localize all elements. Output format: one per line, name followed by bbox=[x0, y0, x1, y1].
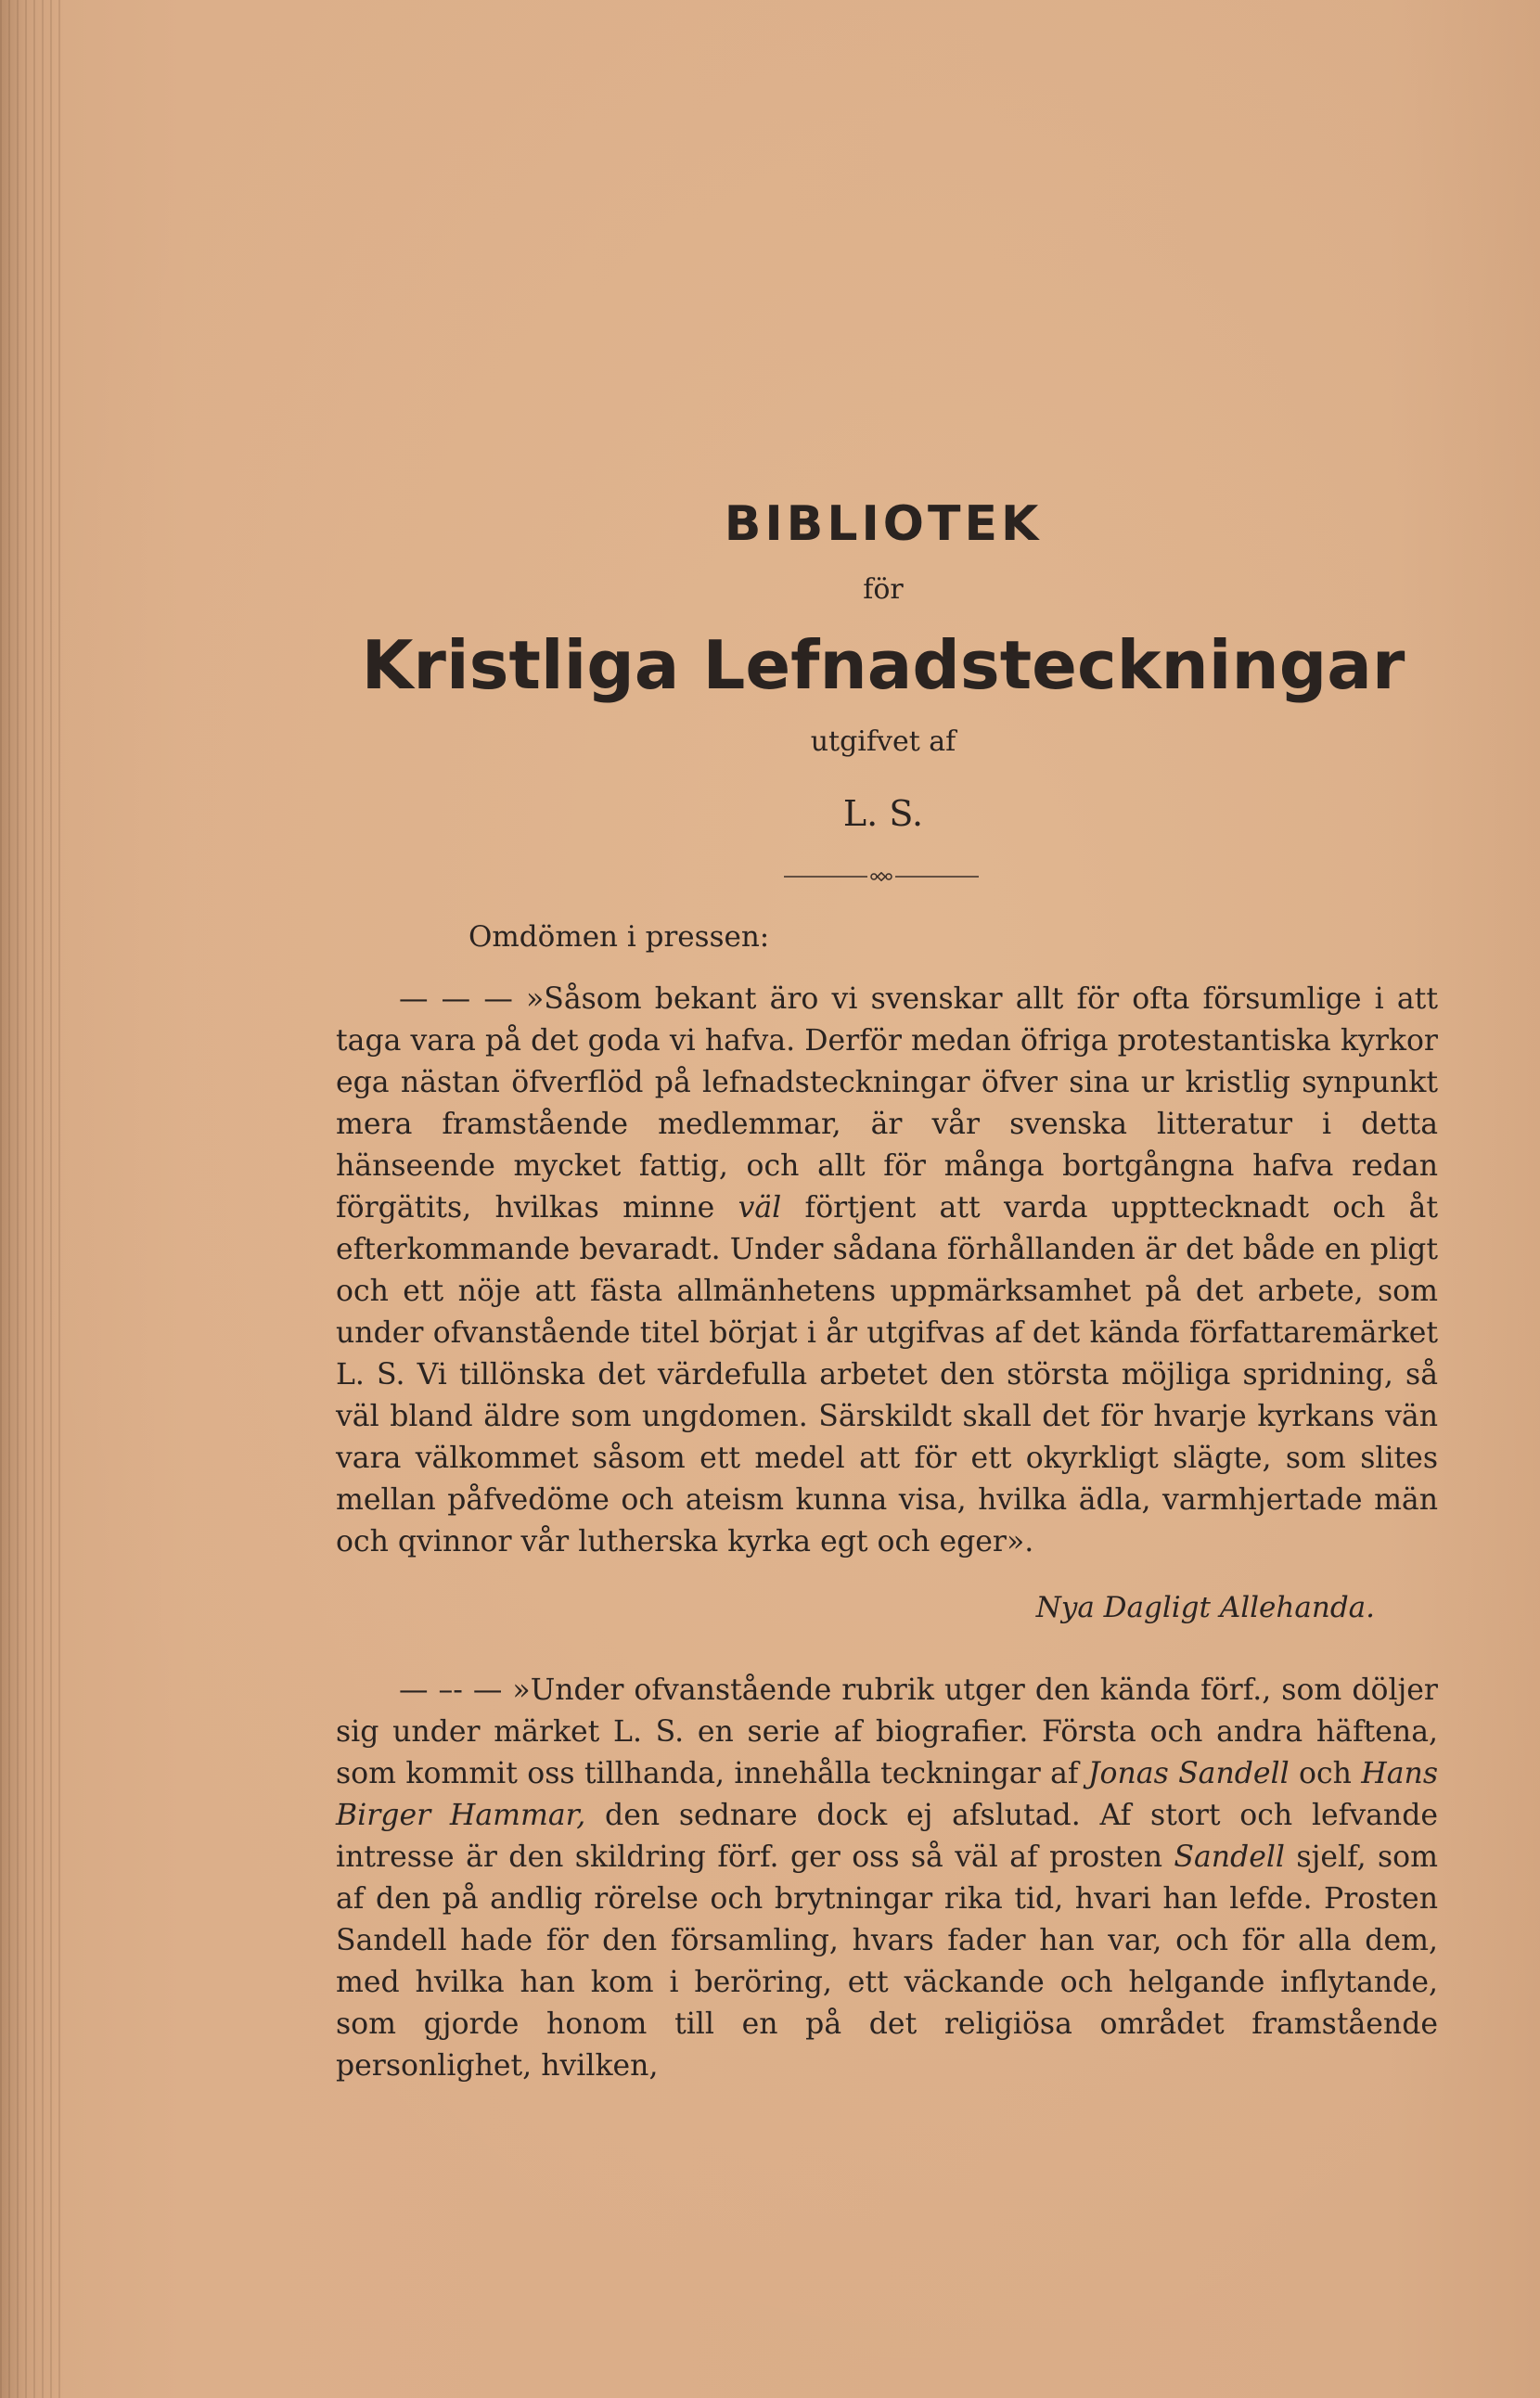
review2-name-jonas-sandell: Jonas Sandell bbox=[1087, 1757, 1290, 1790]
review1-source: Nya Dagligt Allehanda. bbox=[1035, 1591, 1375, 1624]
title-for: för bbox=[863, 573, 904, 606]
review2-text-part4: sjelf, som af den på andlig rörelse och brytningar rika tid, hvari han lefde. Prosten Sandell hade för den församling, hvars fader han var, och för alla dem, med hvilka han kom i beröring, ett väckande och helgande inflytande, som gjorde honom till en på det religiösa området framstående personlighet, hvilken, bbox=[336, 1840, 1438, 2083]
review2-name-hans-birger-hammar: Hans Birger Hammar, bbox=[336, 1757, 1438, 1832]
review-paragraph-1 bbox=[336, 979, 1438, 1563]
ornament-divider bbox=[784, 872, 979, 881]
page-binding-edge bbox=[0, 0, 65, 2398]
review2-text-part1: — –- — »Under ofvanstående rubrik utger den kända förf., som döljer sig under märket L. S. en serie af biografier. Första och andra häftena, som kommit oss tillhanda, innehålla teckningar af bbox=[336, 1673, 1438, 1790]
review1-text-part2: förtjent att varda uppttecknadt och åt efterkommande bevaradt. Under sådana förhållanden är det både en pligt och ett nöje att fästa allmänhetens uppmärksamhet på det arbete, som under ofvanstående titel börjat i år utgifvas af det kända författaremärket L. S. Vi tillönska det värdefulla arbetet den största möjliga spridning, så väl bland äldre som ungdomen. Särskildt skall det för hvarje kyrkans vän vara välkommet såsom ett medel att för ett okyrkligt slägte, som slites mellan påfvedöme och ateism kunna visa, hvilka ädla, varmhjertade män och qvinnor vår lutherska kyrka egt och eger». bbox=[336, 1191, 1438, 1558]
review2-text-part2: och bbox=[1289, 1757, 1362, 1790]
title-utgifvet-af: utgifvet af bbox=[810, 725, 956, 758]
review1-text-part1: — — — »Såsom bekant äro vi svenskar allt för ofta försumlige i att taga vara på det goda vi hafva. Derför medan öfriga protestantiska kyrkor ega nästan öfverflöd på lefnadsteckningar öfver sina ur kristlig synpunkt mera framstående medlemmar, är vår svenska litteratur i detta hänseende mycket fattig, och allt för många bortgångna hafva redan förgätits, hvilkas minne bbox=[336, 982, 1438, 1225]
title-author-initials: L. S. bbox=[842, 793, 924, 834]
review-paragraph-2 bbox=[336, 1670, 1438, 2087]
review2-name-sandell: Sandell bbox=[1174, 1840, 1286, 1874]
title-bibliotek: BIBLIOTEK bbox=[724, 496, 1043, 552]
title-kristliga-lefnadsteckningar: Kristliga Lefnadsteckningar bbox=[361, 626, 1405, 704]
review1-emphasis: väl bbox=[738, 1191, 782, 1225]
review2-text-part3: den sednare dock ej afslutad. Af stort och lefvande intresse är den skildring förf. ger oss så väl af prosten bbox=[336, 1799, 1438, 1874]
press-heading: Omdömen i pressen: bbox=[468, 920, 770, 954]
